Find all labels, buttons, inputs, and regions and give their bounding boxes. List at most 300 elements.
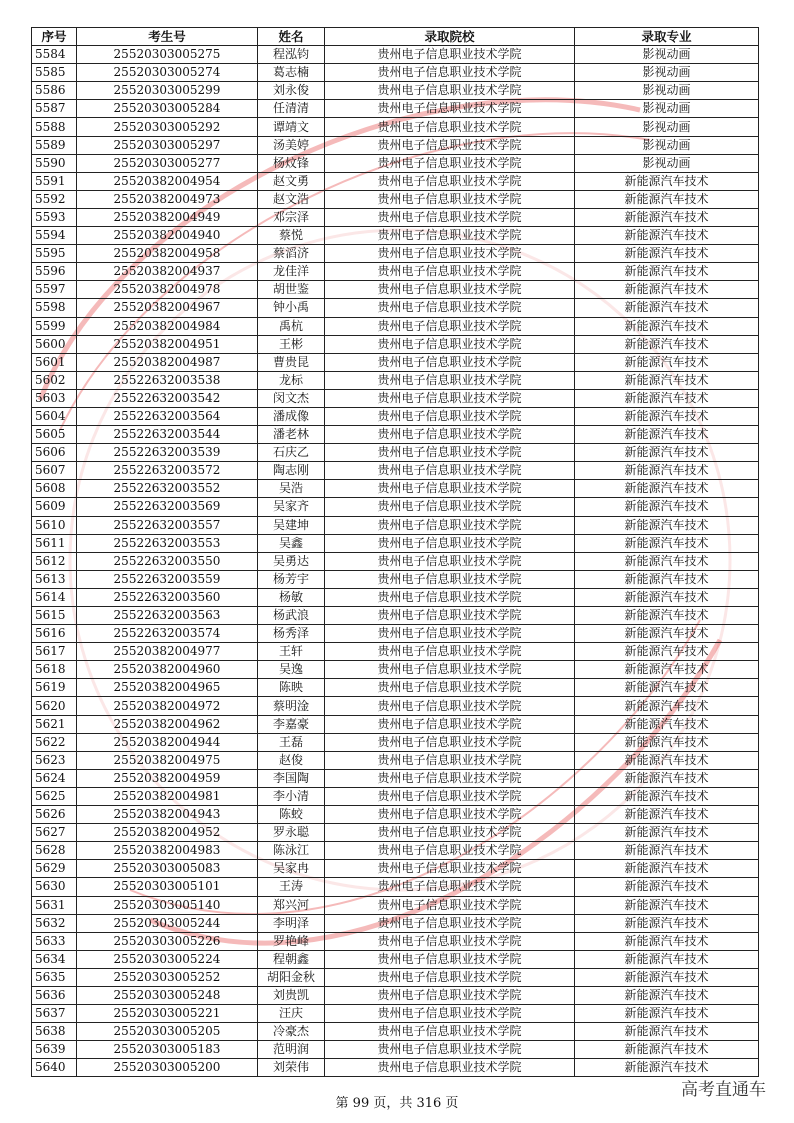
cell-name: 胡世鉴 — [258, 281, 325, 299]
cell-seq: 5616 — [32, 625, 77, 643]
cell-seq: 5624 — [32, 769, 77, 787]
cell-major: 影视动画 — [575, 118, 759, 136]
table-body — [32, 46, 759, 1077]
table-row — [32, 679, 759, 697]
cell-seq: 5639 — [32, 1041, 77, 1059]
cell-exam-id: 25520303005083 — [77, 860, 258, 878]
cell-exam-id: 25520303005292 — [77, 118, 258, 136]
cell-major: 新能源汽车技术 — [575, 1005, 759, 1023]
cell-name: 王涛 — [258, 878, 325, 896]
cell-name: 吴浩 — [258, 480, 325, 498]
cell-school: 贵州电子信息职业技术学院 — [325, 208, 575, 226]
header-row — [32, 28, 759, 46]
admission-sheet — [31, 27, 758, 1077]
table-row — [32, 82, 759, 100]
cell-exam-id: 25520382004972 — [77, 697, 258, 715]
cell-school: 贵州电子信息职业技术学院 — [325, 661, 575, 679]
header-exam-id: 考生号 — [77, 28, 258, 46]
cell-school: 贵州电子信息职业技术学院 — [325, 914, 575, 932]
cell-seq: 5608 — [32, 480, 77, 498]
table-row — [32, 317, 759, 335]
cell-seq: 5635 — [32, 968, 77, 986]
cell-name: 龙标 — [258, 371, 325, 389]
cell-school: 贵州电子信息职业技术学院 — [325, 407, 575, 425]
cell-exam-id: 25520303005205 — [77, 1023, 258, 1041]
table-row — [32, 697, 759, 715]
cell-exam-id: 25522632003542 — [77, 389, 258, 407]
cell-exam-id: 25520382004944 — [77, 733, 258, 751]
table-row — [32, 607, 759, 625]
cell-seq: 5607 — [32, 462, 77, 480]
cell-school: 贵州电子信息职业技术学院 — [325, 462, 575, 480]
cell-name: 李明泽 — [258, 914, 325, 932]
cell-seq: 5632 — [32, 914, 77, 932]
cell-seq: 5636 — [32, 986, 77, 1004]
cell-name: 杨敏 — [258, 588, 325, 606]
cell-major: 新能源汽车技术 — [575, 281, 759, 299]
cell-name: 程泓钧 — [258, 46, 325, 64]
cell-school: 贵州电子信息职业技术学院 — [325, 82, 575, 100]
cell-major: 新能源汽车技术 — [575, 172, 759, 190]
cell-name: 赵文浩 — [258, 190, 325, 208]
cell-name: 杨芳宇 — [258, 570, 325, 588]
cell-name: 钟小禹 — [258, 299, 325, 317]
cell-major: 新能源汽车技术 — [575, 607, 759, 625]
cell-school: 贵州电子信息职业技术学院 — [325, 679, 575, 697]
cell-seq: 5631 — [32, 896, 77, 914]
cell-name: 邓宗泽 — [258, 208, 325, 226]
cell-school: 贵州电子信息职业技术学院 — [325, 480, 575, 498]
cell-name: 蔡明淦 — [258, 697, 325, 715]
cell-school: 贵州电子信息职业技术学院 — [325, 733, 575, 751]
table-row — [32, 661, 759, 679]
header-major: 录取专业 — [575, 28, 759, 46]
cell-exam-id: 25520303005244 — [77, 914, 258, 932]
cell-school: 贵州电子信息职业技术学院 — [325, 715, 575, 733]
cell-school: 贵州电子信息职业技术学院 — [325, 64, 575, 82]
cell-school: 贵州电子信息职业技术学院 — [325, 317, 575, 335]
cell-exam-id: 25520303005274 — [77, 64, 258, 82]
cell-major: 新能源汽车技术 — [575, 986, 759, 1004]
cell-major: 新能源汽车技术 — [575, 769, 759, 787]
cell-seq: 5604 — [32, 407, 77, 425]
cell-seq: 5597 — [32, 281, 77, 299]
cell-exam-id: 25522632003563 — [77, 607, 258, 625]
cell-exam-id: 25520382004978 — [77, 281, 258, 299]
table-row — [32, 444, 759, 462]
cell-school: 贵州电子信息职业技术学院 — [325, 878, 575, 896]
table-row — [32, 245, 759, 263]
cell-school: 贵州电子信息职业技术学院 — [325, 860, 575, 878]
table-row — [32, 896, 759, 914]
cell-exam-id: 25520382004973 — [77, 190, 258, 208]
cell-exam-id: 25520303005297 — [77, 136, 258, 154]
cell-school: 贵州电子信息职业技术学院 — [325, 643, 575, 661]
cell-major: 新能源汽车技术 — [575, 968, 759, 986]
brand-label: 高考直通车 — [681, 1080, 766, 1100]
table-row — [32, 1041, 759, 1059]
cell-exam-id: 25522632003539 — [77, 444, 258, 462]
cell-name: 赵文勇 — [258, 172, 325, 190]
cell-exam-id: 25520382004954 — [77, 172, 258, 190]
cell-exam-id: 25520303005221 — [77, 1005, 258, 1023]
table-row — [32, 806, 759, 824]
cell-school: 贵州电子信息职业技术学院 — [325, 263, 575, 281]
cell-exam-id: 25520382004984 — [77, 317, 258, 335]
cell-major: 影视动画 — [575, 46, 759, 64]
cell-school: 贵州电子信息职业技术学院 — [325, 534, 575, 552]
cell-name: 李嘉豪 — [258, 715, 325, 733]
cell-major: 影视动画 — [575, 100, 759, 118]
cell-exam-id: 25522632003544 — [77, 426, 258, 444]
cell-exam-id: 25520382004958 — [77, 245, 258, 263]
cell-school: 贵州电子信息职业技术学院 — [325, 498, 575, 516]
cell-seq: 5614 — [32, 588, 77, 606]
cell-school: 贵州电子信息职业技术学院 — [325, 842, 575, 860]
cell-school: 贵州电子信息职业技术学院 — [325, 118, 575, 136]
cell-name: 罗艳峰 — [258, 932, 325, 950]
cell-seq: 5585 — [32, 64, 77, 82]
cell-name: 胡阳金秋 — [258, 968, 325, 986]
cell-major: 新能源汽车技术 — [575, 842, 759, 860]
cell-name: 吴勇达 — [258, 552, 325, 570]
cell-seq: 5606 — [32, 444, 77, 462]
table-row — [32, 733, 759, 751]
cell-major: 新能源汽车技术 — [575, 860, 759, 878]
table-row — [32, 154, 759, 172]
cell-major: 新能源汽车技术 — [575, 715, 759, 733]
cell-name: 蔡悦 — [258, 227, 325, 245]
cell-seq: 5625 — [32, 787, 77, 805]
cell-seq: 5615 — [32, 607, 77, 625]
table-row — [32, 64, 759, 82]
cell-exam-id: 25522632003557 — [77, 516, 258, 534]
cell-major: 新能源汽车技术 — [575, 227, 759, 245]
cell-seq: 5630 — [32, 878, 77, 896]
cell-school: 贵州电子信息职业技术学院 — [325, 806, 575, 824]
cell-seq: 5612 — [32, 552, 77, 570]
cell-seq: 5588 — [32, 118, 77, 136]
cell-seq: 5622 — [32, 733, 77, 751]
cell-name: 王磊 — [258, 733, 325, 751]
cell-seq: 5617 — [32, 643, 77, 661]
cell-school: 贵州电子信息职业技术学院 — [325, 751, 575, 769]
cell-exam-id: 25522632003564 — [77, 407, 258, 425]
cell-major: 新能源汽车技术 — [575, 317, 759, 335]
admission-table — [31, 27, 759, 1077]
table-row — [32, 932, 759, 950]
cell-major: 新能源汽车技术 — [575, 625, 759, 643]
cell-seq: 5600 — [32, 335, 77, 353]
cell-major: 影视动画 — [575, 136, 759, 154]
cell-name: 汪庆 — [258, 1005, 325, 1023]
cell-exam-id: 25520382004937 — [77, 263, 258, 281]
cell-exam-id: 25520382004983 — [77, 842, 258, 860]
cell-school: 贵州电子信息职业技术学院 — [325, 335, 575, 353]
cell-major: 新能源汽车技术 — [575, 208, 759, 226]
cell-seq: 5599 — [32, 317, 77, 335]
cell-school: 贵州电子信息职业技术学院 — [325, 46, 575, 64]
cell-exam-id: 25520303005226 — [77, 932, 258, 950]
cell-major: 新能源汽车技术 — [575, 426, 759, 444]
header-seq: 序号 — [32, 28, 77, 46]
cell-name: 冷豪杰 — [258, 1023, 325, 1041]
cell-seq: 5598 — [32, 299, 77, 317]
cell-major: 新能源汽车技术 — [575, 353, 759, 371]
table-row — [32, 534, 759, 552]
cell-exam-id: 25522632003553 — [77, 534, 258, 552]
cell-exam-id: 25520382004977 — [77, 643, 258, 661]
cell-school: 贵州电子信息职业技术学院 — [325, 697, 575, 715]
table-row — [32, 625, 759, 643]
cell-major: 新能源汽车技术 — [575, 480, 759, 498]
cell-exam-id: 25520382004965 — [77, 679, 258, 697]
cell-school: 贵州电子信息职业技术学院 — [325, 824, 575, 842]
cell-name: 任清清 — [258, 100, 325, 118]
table-row — [32, 46, 759, 64]
cell-major: 新能源汽车技术 — [575, 733, 759, 751]
cell-exam-id: 25520382004981 — [77, 787, 258, 805]
cell-school: 贵州电子信息职业技术学院 — [325, 190, 575, 208]
table-row — [32, 407, 759, 425]
cell-name: 吴逸 — [258, 661, 325, 679]
cell-major: 新能源汽车技术 — [575, 190, 759, 208]
cell-major: 新能源汽车技术 — [575, 914, 759, 932]
cell-seq: 5621 — [32, 715, 77, 733]
cell-seq: 5594 — [32, 227, 77, 245]
table-row — [32, 426, 759, 444]
cell-exam-id: 25520303005140 — [77, 896, 258, 914]
cell-school: 贵州电子信息职业技术学院 — [325, 787, 575, 805]
table-row — [32, 136, 759, 154]
cell-exam-id: 25520303005101 — [77, 878, 258, 896]
cell-school: 贵州电子信息职业技术学院 — [325, 299, 575, 317]
cell-major: 新能源汽车技术 — [575, 444, 759, 462]
cell-seq: 5592 — [32, 190, 77, 208]
cell-school: 贵州电子信息职业技术学院 — [325, 371, 575, 389]
table-header — [32, 28, 759, 46]
cell-school: 贵州电子信息职业技术学院 — [325, 227, 575, 245]
cell-major: 新能源汽车技术 — [575, 950, 759, 968]
table-row — [32, 1005, 759, 1023]
table-row — [32, 715, 759, 733]
table-row — [32, 787, 759, 805]
cell-school: 贵州电子信息职业技术学院 — [325, 552, 575, 570]
cell-seq: 5618 — [32, 661, 77, 679]
cell-name: 吴鑫 — [258, 534, 325, 552]
cell-name: 李小清 — [258, 787, 325, 805]
table-row — [32, 552, 759, 570]
cell-major: 新能源汽车技术 — [575, 932, 759, 950]
cell-major: 新能源汽车技术 — [575, 516, 759, 534]
cell-major: 新能源汽车技术 — [575, 389, 759, 407]
cell-exam-id: 25520303005248 — [77, 986, 258, 1004]
cell-name: 曹贵昆 — [258, 353, 325, 371]
cell-school: 贵州电子信息职业技术学院 — [325, 607, 575, 625]
cell-name: 禹杭 — [258, 317, 325, 335]
cell-seq: 5634 — [32, 950, 77, 968]
cell-seq: 5586 — [32, 82, 77, 100]
cell-major: 新能源汽车技术 — [575, 407, 759, 425]
table-row — [32, 335, 759, 353]
cell-major: 新能源汽车技术 — [575, 1023, 759, 1041]
cell-school: 贵州电子信息职业技术学院 — [325, 769, 575, 787]
cell-exam-id: 25522632003559 — [77, 570, 258, 588]
cell-seq: 5611 — [32, 534, 77, 552]
cell-school: 贵州电子信息职业技术学院 — [325, 154, 575, 172]
cell-major: 新能源汽车技术 — [575, 643, 759, 661]
cell-exam-id: 25520303005200 — [77, 1059, 258, 1077]
cell-seq: 5629 — [32, 860, 77, 878]
cell-seq: 5602 — [32, 371, 77, 389]
table-row — [32, 968, 759, 986]
cell-major: 新能源汽车技术 — [575, 787, 759, 805]
cell-seq: 5591 — [32, 172, 77, 190]
cell-seq: 5595 — [32, 245, 77, 263]
cell-name: 杨秀泽 — [258, 625, 325, 643]
cell-exam-id: 25520303005252 — [77, 968, 258, 986]
table-row — [32, 389, 759, 407]
cell-school: 贵州电子信息职业技术学院 — [325, 172, 575, 190]
cell-seq: 5613 — [32, 570, 77, 588]
table-row — [32, 462, 759, 480]
cell-school: 贵州电子信息职业技术学院 — [325, 281, 575, 299]
cell-exam-id: 25522632003538 — [77, 371, 258, 389]
table-row — [32, 498, 759, 516]
table-row — [32, 769, 759, 787]
cell-name: 罗永聪 — [258, 824, 325, 842]
cell-exam-id: 25522632003572 — [77, 462, 258, 480]
table-row — [32, 570, 759, 588]
cell-school: 贵州电子信息职业技术学院 — [325, 570, 575, 588]
cell-seq: 5601 — [32, 353, 77, 371]
cell-name: 范明润 — [258, 1041, 325, 1059]
cell-major: 新能源汽车技术 — [575, 679, 759, 697]
cell-seq: 5637 — [32, 1005, 77, 1023]
cell-major: 新能源汽车技术 — [575, 1059, 759, 1077]
cell-name: 汤美婷 — [258, 136, 325, 154]
cell-seq: 5620 — [32, 697, 77, 715]
cell-major: 新能源汽车技术 — [575, 498, 759, 516]
cell-name: 郑兴河 — [258, 896, 325, 914]
cell-seq: 5628 — [32, 842, 77, 860]
cell-name: 潘成像 — [258, 407, 325, 425]
table-row — [32, 208, 759, 226]
cell-major: 新能源汽车技术 — [575, 896, 759, 914]
cell-school: 贵州电子信息职业技术学院 — [325, 389, 575, 407]
cell-school: 贵州电子信息职业技术学院 — [325, 588, 575, 606]
cell-major: 影视动画 — [575, 154, 759, 172]
cell-name: 葛志楠 — [258, 64, 325, 82]
cell-name: 吴家齐 — [258, 498, 325, 516]
cell-name: 潘老林 — [258, 426, 325, 444]
cell-name: 陈映 — [258, 679, 325, 697]
cell-exam-id: 25522632003574 — [77, 625, 258, 643]
cell-major: 新能源汽车技术 — [575, 751, 759, 769]
cell-school: 贵州电子信息职业技术学院 — [325, 968, 575, 986]
cell-name: 陶志刚 — [258, 462, 325, 480]
cell-seq: 5593 — [32, 208, 77, 226]
cell-name: 闵文杰 — [258, 389, 325, 407]
cell-exam-id: 25520303005277 — [77, 154, 258, 172]
cell-seq: 5596 — [32, 263, 77, 281]
cell-school: 贵州电子信息职业技术学院 — [325, 896, 575, 914]
cell-exam-id: 25522632003560 — [77, 588, 258, 606]
table-row — [32, 588, 759, 606]
table-row — [32, 172, 759, 190]
cell-exam-id: 25520382004952 — [77, 824, 258, 842]
cell-exam-id: 25522632003569 — [77, 498, 258, 516]
table-row — [32, 480, 759, 498]
table-row — [32, 190, 759, 208]
table-row — [32, 118, 759, 136]
cell-exam-id: 25520382004967 — [77, 299, 258, 317]
cell-school: 贵州电子信息职业技术学院 — [325, 444, 575, 462]
cell-school: 贵州电子信息职业技术学院 — [325, 245, 575, 263]
cell-seq: 5609 — [32, 498, 77, 516]
cell-name: 谭靖文 — [258, 118, 325, 136]
cell-exam-id: 25520382004949 — [77, 208, 258, 226]
cell-name: 杨武浪 — [258, 607, 325, 625]
table-row — [32, 516, 759, 534]
cell-name: 王轩 — [258, 643, 325, 661]
table-row — [32, 950, 759, 968]
cell-school: 贵州电子信息职业技术学院 — [325, 1041, 575, 1059]
cell-exam-id: 25520303005284 — [77, 100, 258, 118]
cell-major: 新能源汽车技术 — [575, 245, 759, 263]
cell-school: 贵州电子信息职业技术学院 — [325, 136, 575, 154]
cell-exam-id: 25520382004943 — [77, 806, 258, 824]
cell-major: 新能源汽车技术 — [575, 552, 759, 570]
cell-seq: 5623 — [32, 751, 77, 769]
cell-name: 刘贵凯 — [258, 986, 325, 1004]
cell-seq: 5610 — [32, 516, 77, 534]
cell-exam-id: 25520382004959 — [77, 769, 258, 787]
header-school: 录取院校 — [325, 28, 575, 46]
cell-name: 李国陶 — [258, 769, 325, 787]
cell-name: 吴建坤 — [258, 516, 325, 534]
cell-major: 新能源汽车技术 — [575, 878, 759, 896]
table-row — [32, 1023, 759, 1041]
cell-exam-id: 25520382004987 — [77, 353, 258, 371]
cell-major: 新能源汽车技术 — [575, 299, 759, 317]
table-row — [32, 263, 759, 281]
cell-major: 新能源汽车技术 — [575, 824, 759, 842]
cell-name: 龙佳洋 — [258, 263, 325, 281]
cell-exam-id: 25520303005275 — [77, 46, 258, 64]
table-row — [32, 860, 759, 878]
table-row — [32, 824, 759, 842]
cell-seq: 5627 — [32, 824, 77, 842]
table-row — [32, 751, 759, 769]
cell-name: 陈泳江 — [258, 842, 325, 860]
cell-major: 新能源汽车技术 — [575, 335, 759, 353]
cell-major: 新能源汽车技术 — [575, 661, 759, 679]
cell-exam-id: 25520382004951 — [77, 335, 258, 353]
cell-exam-id: 25520382004975 — [77, 751, 258, 769]
cell-seq: 5619 — [32, 679, 77, 697]
cell-seq: 5626 — [32, 806, 77, 824]
cell-major: 新能源汽车技术 — [575, 697, 759, 715]
cell-exam-id: 25520303005183 — [77, 1041, 258, 1059]
cell-school: 贵州电子信息职业技术学院 — [325, 1005, 575, 1023]
cell-school: 贵州电子信息职业技术学院 — [325, 625, 575, 643]
cell-school: 贵州电子信息职业技术学院 — [325, 100, 575, 118]
cell-seq: 5584 — [32, 46, 77, 64]
cell-exam-id: 25520382004962 — [77, 715, 258, 733]
cell-name: 石庆乙 — [258, 444, 325, 462]
cell-seq: 5603 — [32, 389, 77, 407]
